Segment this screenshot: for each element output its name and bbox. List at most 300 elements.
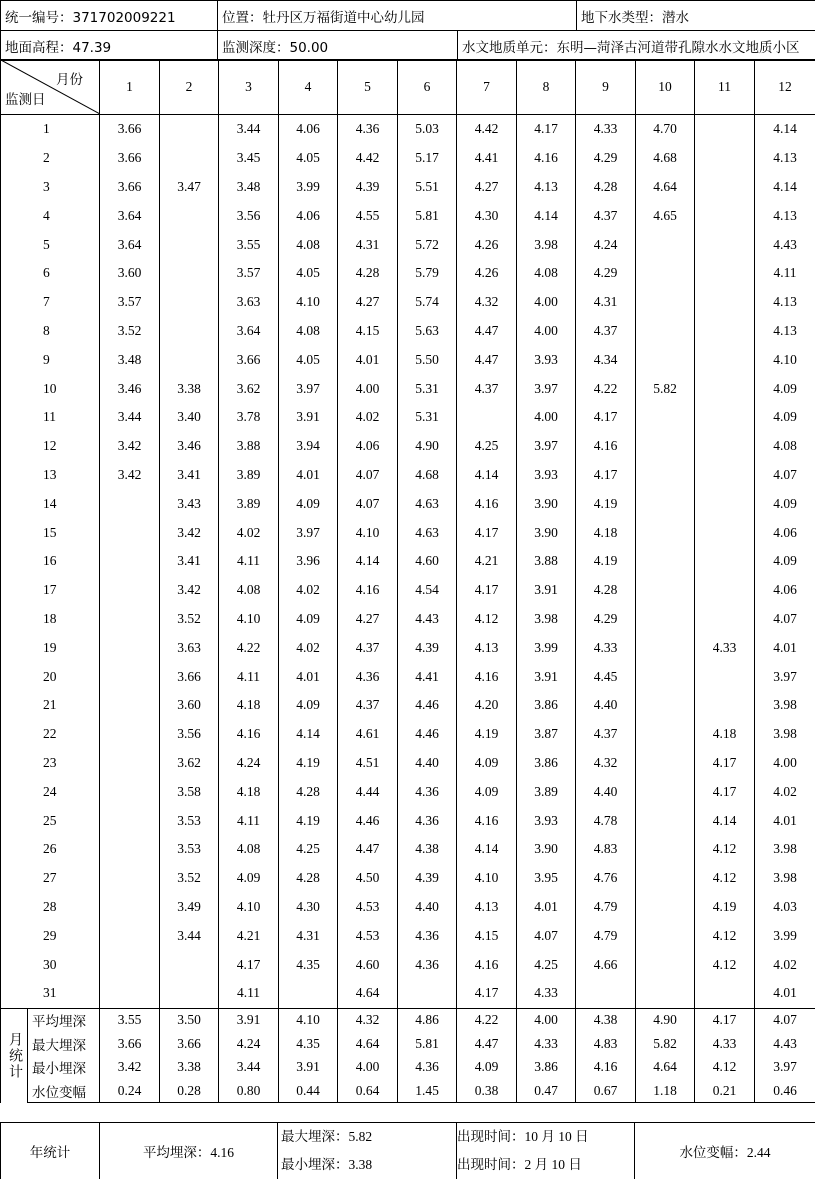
depth-cell: 3.66 [160,662,219,691]
depth-cell [636,345,695,374]
depth-cell: 4.40 [576,777,636,806]
depth-cell: 3.66 [100,144,160,173]
depth-cell: 4.36 [398,777,457,806]
depth-cell: 4.33 [695,633,755,662]
depth-cell: 4.40 [398,893,457,922]
day-label: 1 [1,115,100,144]
depth-cell: 3.41 [160,547,219,576]
depth-cell: 4.17 [576,461,636,490]
depth-cell: 4.35 [279,950,338,979]
stats-cell: 4.07 [755,1008,815,1032]
depth-cell: 4.32 [576,749,636,778]
annual-max-depth: 最大埋深：5.82 [281,1129,373,1144]
table-row [1,950,815,979]
depth-cell: 4.64 [338,979,398,1008]
depth-cell: 5.79 [398,259,457,288]
depth-cell: 3.62 [160,749,219,778]
annual-range: 水位变幅：2.44 [635,1123,815,1179]
depth-cell: 3.44 [160,921,219,950]
depth-cell: 4.36 [398,950,457,979]
day-label: 2 [1,144,100,173]
depth-cell: 3.56 [219,201,279,230]
depth-cell: 4.26 [457,230,517,259]
depth-cell: 3.63 [160,633,219,662]
depth-cell: 3.97 [517,432,576,461]
depth-cell: 4.02 [755,777,815,806]
depth-cell: 3.46 [160,432,219,461]
depth-cell: 4.68 [636,144,695,173]
depth-cell: 4.06 [338,432,398,461]
depth-cell: 4.17 [517,115,576,144]
depth-cell: 4.12 [695,864,755,893]
stats-row [1,1079,815,1103]
depth-cell: 4.09 [219,864,279,893]
depth-cell [100,864,160,893]
day-label: 29 [1,921,100,950]
table-row [1,576,815,605]
corner-month-label: 月份 [56,72,83,87]
depth-cell: 3.64 [100,201,160,230]
depth-cell [636,576,695,605]
depth-cell: 4.16 [457,489,517,518]
depth-cell [636,432,695,461]
depth-cell: 4.13 [457,633,517,662]
depth-cell: 4.51 [338,749,398,778]
table-row [1,115,815,144]
depth-cell: 4.02 [279,576,338,605]
depth-cell [695,662,755,691]
stats-cell: 3.91 [279,1055,338,1078]
depth-cell: 4.33 [576,633,636,662]
table-row [1,633,815,662]
depth-cell: 4.76 [576,864,636,893]
table-row [1,144,815,173]
table-row [1,691,815,720]
annual-min-depth: 最小埋深：3.38 [281,1157,373,1172]
depth-cell [695,144,755,173]
depth-cell [636,749,695,778]
day-label: 17 [1,576,100,605]
depth-cell: 4.00 [338,374,398,403]
depth-cell: 4.01 [755,633,815,662]
depth-cell [160,259,219,288]
depth-cell: 3.64 [219,317,279,346]
depth-cell: 4.16 [457,662,517,691]
depth-cell: 4.40 [576,691,636,720]
table-row [1,173,815,202]
depth-cell: 4.63 [398,489,457,518]
depth-cell: 4.14 [517,201,576,230]
depth-cell [695,432,755,461]
depth-cell: 3.38 [160,374,219,403]
depth-cell: 4.79 [576,921,636,950]
depth-cell: 4.27 [338,288,398,317]
depth-cell: 4.02 [279,633,338,662]
depth-cell: 4.14 [755,173,815,202]
day-label: 18 [1,605,100,634]
stats-cell: 4.24 [219,1032,279,1055]
station-id: 统一编号：371702009221 [1,1,218,31]
depth-cell: 4.14 [457,835,517,864]
depth-cell: 4.21 [457,547,517,576]
stats-label: 最大埋深 [28,1032,100,1055]
depth-cell: 4.43 [398,605,457,634]
stats-cell: 0.67 [576,1079,636,1103]
day-label: 26 [1,835,100,864]
month-header-11: 11 [695,60,755,115]
table-row [1,547,815,576]
depth-cell: 4.19 [576,489,636,518]
depth-cell [100,633,160,662]
depth-cell: 4.01 [755,806,815,835]
depth-cell: 4.28 [279,777,338,806]
depth-cell: 3.87 [517,720,576,749]
depth-cell: 4.10 [755,345,815,374]
stats-cell: 4.36 [398,1055,457,1078]
depth-cell: 4.08 [219,835,279,864]
depth-cell: 4.60 [398,547,457,576]
depth-cell [100,950,160,979]
stats-cell: 4.86 [398,1008,457,1032]
depth-cell: 4.16 [457,950,517,979]
depth-cell: 4.22 [576,374,636,403]
stats-cell: 4.00 [517,1008,576,1032]
depth-cell: 4.90 [398,432,457,461]
depth-cell: 3.49 [160,893,219,922]
depth-cell: 4.28 [576,576,636,605]
stats-cell: 3.66 [100,1032,160,1055]
depth-cell: 4.09 [457,749,517,778]
depth-cell: 4.17 [695,777,755,806]
depth-cell: 4.38 [398,835,457,864]
depth-cell: 4.65 [636,201,695,230]
depth-cell: 3.78 [219,403,279,432]
depth-cell: 4.27 [338,605,398,634]
stats-cell: 4.16 [576,1055,636,1078]
depth-cell: 4.55 [338,201,398,230]
stats-cell: 3.42 [100,1055,160,1078]
depth-cell: 3.99 [279,173,338,202]
stats-label: 平均埋深 [28,1008,100,1032]
depth-cell: 3.93 [517,461,576,490]
day-label: 10 [1,374,100,403]
day-label: 30 [1,950,100,979]
stats-cell: 3.44 [219,1055,279,1078]
depth-cell: 4.32 [457,288,517,317]
depth-cell: 5.51 [398,173,457,202]
depth-cell [636,893,695,922]
depth-cell [695,461,755,490]
depth-cell: 3.86 [517,691,576,720]
depth-cell: 4.10 [338,518,398,547]
depth-cell: 4.00 [517,403,576,432]
depth-cell [100,806,160,835]
depth-cell: 4.37 [457,374,517,403]
depth-cell: 4.53 [338,893,398,922]
depth-cell [695,489,755,518]
table-row [1,979,815,1008]
depth-cell: 3.98 [517,230,576,259]
depth-cell [636,230,695,259]
depth-cell: 3.91 [517,662,576,691]
depth-cell [636,835,695,864]
depth-cell [398,979,457,1008]
depth-cell [636,317,695,346]
depth-cell: 4.13 [755,288,815,317]
depth-cell: 4.19 [457,720,517,749]
depth-cell: 3.52 [160,864,219,893]
depth-cell [160,345,219,374]
depth-cell: 4.26 [457,259,517,288]
depth-cell: 4.01 [279,461,338,490]
depth-cell [636,979,695,1008]
depth-cell: 4.46 [338,806,398,835]
depth-cell [636,806,695,835]
depth-cell: 5.50 [398,345,457,374]
depth-cell [100,576,160,605]
table-row [1,259,815,288]
depth-cell: 3.53 [160,835,219,864]
depth-cell: 4.16 [517,144,576,173]
day-label: 9 [1,345,100,374]
stats-cell: 4.17 [695,1008,755,1032]
depth-cell: 4.14 [695,806,755,835]
depth-cell: 4.20 [457,691,517,720]
depth-cell: 3.90 [517,489,576,518]
depth-cell [695,288,755,317]
stats-cell: 0.80 [219,1079,279,1103]
stats-cell: 0.38 [457,1079,517,1103]
stats-cell: 4.10 [279,1008,338,1032]
depth-cell: 4.01 [338,345,398,374]
depth-cell: 3.42 [100,432,160,461]
depth-cell [636,921,695,950]
depth-cell: 3.97 [279,518,338,547]
depth-cell: 4.07 [517,921,576,950]
day-label: 27 [1,864,100,893]
table-row [1,662,815,691]
depth-cell: 4.05 [279,144,338,173]
table-row [1,345,815,374]
depth-cell [636,777,695,806]
depth-cell [636,662,695,691]
depth-cell [160,201,219,230]
depth-cell: 3.89 [517,777,576,806]
depth-cell: 3.46 [100,374,160,403]
depth-cell: 4.50 [338,864,398,893]
depth-cell: 4.15 [457,921,517,950]
depth-cell [636,950,695,979]
depth-cell: 4.28 [338,259,398,288]
depth-cell: 5.31 [398,374,457,403]
day-label: 3 [1,173,100,202]
depth-cell: 5.82 [636,374,695,403]
day-label: 20 [1,662,100,691]
depth-cell [695,115,755,144]
depth-cell [695,317,755,346]
depth-cell: 3.43 [160,489,219,518]
depth-cell: 3.57 [219,259,279,288]
stats-cell: 4.33 [695,1032,755,1055]
depth-cell: 4.09 [755,403,815,432]
depth-cell: 4.10 [279,288,338,317]
depth-cell: 4.19 [279,749,338,778]
depth-cell: 5.17 [398,144,457,173]
depth-cell: 4.53 [338,921,398,950]
depth-cell: 4.78 [576,806,636,835]
stats-cell: 1.45 [398,1079,457,1103]
day-label: 12 [1,432,100,461]
depth-cell: 4.39 [398,633,457,662]
depth-cell: 4.18 [219,691,279,720]
depth-cell: 3.63 [219,288,279,317]
depth-cell [160,288,219,317]
depth-cell: 4.02 [219,518,279,547]
depth-cell [279,979,338,1008]
depth-cell [695,576,755,605]
depth-cell [636,489,695,518]
depth-cell: 4.36 [338,115,398,144]
depth-cell: 4.28 [279,864,338,893]
depth-cell: 4.16 [576,432,636,461]
depth-cell [100,835,160,864]
depth-cell: 4.06 [279,115,338,144]
depth-cell [636,633,695,662]
table-row [1,518,815,547]
depth-cell: 4.08 [279,317,338,346]
depth-cell: 3.52 [160,605,219,634]
depth-cell [636,605,695,634]
depth-cell: 4.13 [517,173,576,202]
depth-cell: 4.07 [755,605,815,634]
depth-cell: 4.45 [576,662,636,691]
depth-cell [160,115,219,144]
depth-cell: 4.29 [576,144,636,173]
depth-cell: 4.11 [219,806,279,835]
stats-label: 水位变幅 [28,1079,100,1103]
table-row [1,720,815,749]
stats-cell: 1.18 [636,1079,695,1103]
depth-cell [695,518,755,547]
depth-cell: 3.86 [517,749,576,778]
month-header-8: 8 [517,60,576,115]
depth-cell: 4.30 [279,893,338,922]
depth-cell: 4.33 [576,115,636,144]
stats-cell: 5.81 [398,1032,457,1055]
depth-cell: 4.25 [279,835,338,864]
depth-cell: 4.16 [338,576,398,605]
depth-cell: 4.10 [457,864,517,893]
depth-cell: 4.01 [755,979,815,1008]
depth-cell: 5.72 [398,230,457,259]
depth-cell: 3.57 [100,288,160,317]
table-row [1,749,815,778]
annual-stats-table [0,1122,815,1179]
depth-cell: 4.64 [636,173,695,202]
depth-cell: 4.11 [219,979,279,1008]
depth-cell: 3.45 [219,144,279,173]
depth-cell: 4.17 [457,979,517,1008]
depth-cell [695,259,755,288]
depth-cell: 3.40 [160,403,219,432]
depth-cell [100,777,160,806]
stats-cell: 4.47 [457,1032,517,1055]
stats-cell: 0.28 [160,1079,219,1103]
table-row [1,806,815,835]
depth-cell: 4.46 [398,691,457,720]
stats-cell: 4.43 [755,1032,815,1055]
depth-cell: 4.13 [457,893,517,922]
depth-cell: 4.18 [695,720,755,749]
depth-cell: 3.98 [755,864,815,893]
depth-cell: 4.12 [695,950,755,979]
depth-cell: 4.37 [338,633,398,662]
depth-cell: 3.48 [219,173,279,202]
month-header-1: 1 [100,60,160,115]
depth-cell: 4.09 [457,777,517,806]
table-row [1,201,815,230]
depth-cell [636,461,695,490]
stats-cell: 0.64 [338,1079,398,1103]
depth-cell: 3.93 [517,806,576,835]
depth-cell: 4.60 [338,950,398,979]
depth-cell: 3.89 [219,461,279,490]
depth-cell: 4.10 [219,605,279,634]
depth-cell: 4.05 [279,259,338,288]
depth-cell: 4.09 [755,547,815,576]
depth-cell: 4.02 [755,950,815,979]
depth-cell [695,345,755,374]
stats-cell: 4.00 [338,1055,398,1078]
depth-cell: 4.15 [338,317,398,346]
depth-cell [100,921,160,950]
depth-cell: 3.53 [160,806,219,835]
depth-cell: 4.06 [279,201,338,230]
depth-cell [695,691,755,720]
depth-cell: 4.34 [576,345,636,374]
depth-cell: 3.93 [517,345,576,374]
annual-max-time: 出现时间：10 月 10 日 [457,1129,589,1144]
depth-cell: 4.11 [755,259,815,288]
stats-cell: 4.64 [636,1055,695,1078]
depth-cell: 4.19 [695,893,755,922]
depth-cell: 4.14 [279,720,338,749]
depth-cell: 3.97 [517,374,576,403]
depth-cell: 4.12 [695,835,755,864]
depth-cell: 4.06 [755,576,815,605]
stats-cell: 4.09 [457,1055,517,1078]
depth-cell [160,317,219,346]
stats-cell: 0.47 [517,1079,576,1103]
depth-cell: 4.79 [576,893,636,922]
depth-cell: 3.97 [755,662,815,691]
depth-cell: 4.12 [457,605,517,634]
depth-cell: 4.29 [576,605,636,634]
depth-cell: 4.27 [457,173,517,202]
depth-cell: 4.42 [457,115,517,144]
depth-cell: 4.24 [576,230,636,259]
depth-cell [100,691,160,720]
depth-cell: 4.08 [279,230,338,259]
annual-min-time: 出现时间：2 月 10 日 [457,1157,582,1172]
depth-cell: 3.99 [517,633,576,662]
month-header-2: 2 [160,60,219,115]
depth-cell: 3.90 [517,835,576,864]
annual-label: 年统计 [1,1123,100,1179]
month-header-10: 10 [636,60,695,115]
stats-row [1,1055,815,1078]
depth-cell: 3.98 [755,720,815,749]
